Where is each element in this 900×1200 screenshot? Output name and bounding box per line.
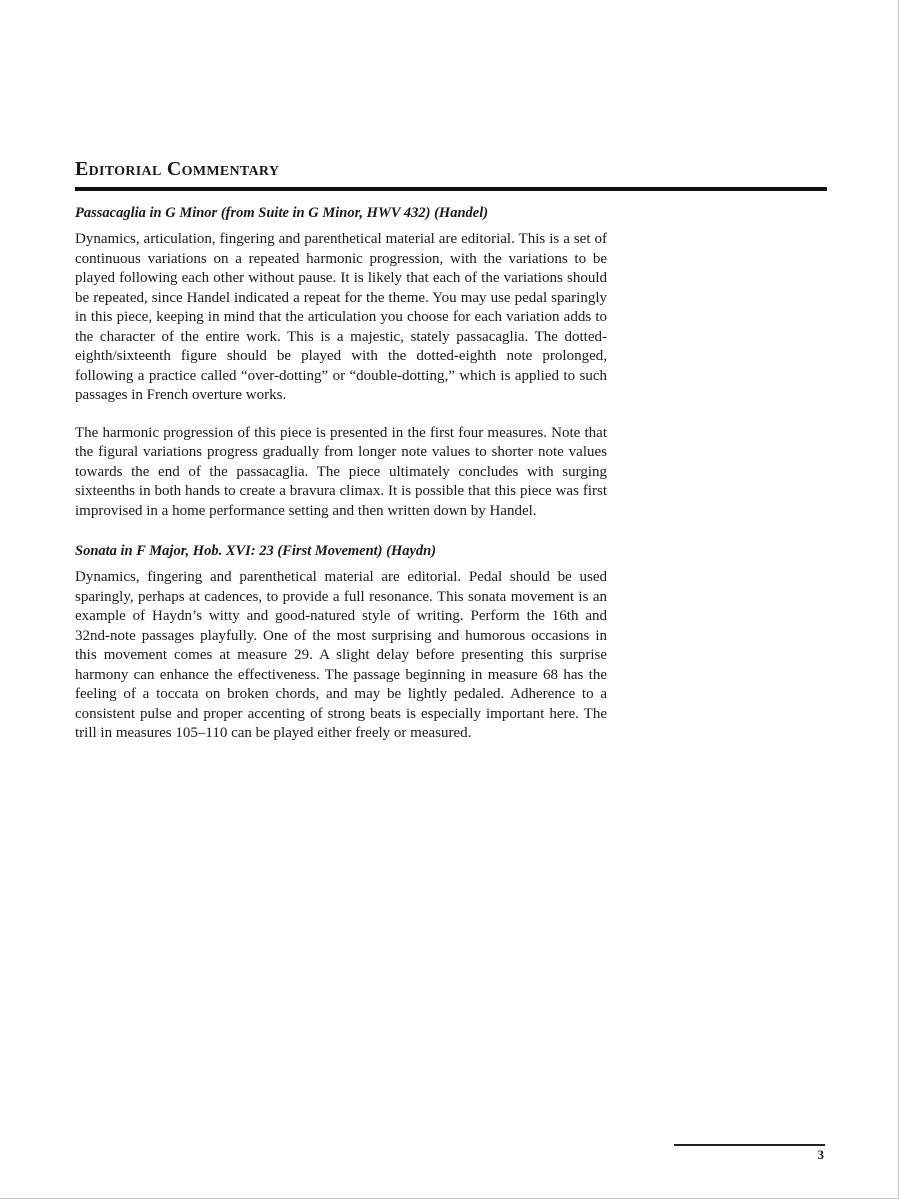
section-haydn (75, 541, 607, 744)
section-handel (75, 203, 607, 521)
commentary-body (75, 203, 607, 744)
page-number: 3 (817, 1147, 824, 1162)
piece-title-handel: Passacaglia in G Minor (from Suite in G Minor, HWV 432) (Handel) (75, 205, 489, 221)
piece-title-haydn: Sonata in F Major, Hob. XVI: 23 (First Movement) (Haydn) (75, 543, 437, 559)
page-header (75, 157, 827, 191)
paragraph: Dynamics, articulation, fingering and parenthetical material are editorial. This is a set of continuous variations on a repeated harmonic progression, with the variations to be played following each other without pause. It is likely that each of the variations should be repeated, since Handel indicated a repeat for the theme. You may use pedal sparingly in this piece, keeping in mind that the articulation you choose for each variation adds to the character of the entire work. This is a majestic, stately passacaglia. The dotted-eighth/sixteenth figure should be played with the dotted-eighth note prolonged, following a practice called “over-dotting” or “double-dotting,” which is applied to such passages in French overture works. (75, 231, 607, 403)
paragraph: The harmonic progression of this piece is presented in the first four measures. Note that the figural variations progress gradually from longer note values to shorter note values towards the end of the passacaglia. The piece ultimately concludes with surging sixteenths in both hands to create a bravura climax. It is possible that this piece was first improvised in a home performance setting and then written down by Handel. (75, 424, 607, 519)
footer-rule (674, 1144, 825, 1146)
page-title: Editorial Commentary (75, 158, 280, 180)
paragraph: Dynamics, fingering and parenthetical material are editorial. Pedal should be used sparingly, perhaps at cadences, to provide a full resonance. This sonata movement is an example of Haydn’s witty and good-natured style of writing. Perform the 16th and 32nd-note passages playfully. One of the most surprising and humorous occasions in this movement comes at measure 29. A slight delay before presenting this surprise harmony can enhance the effectiveness. The passage beginning in measure 68 has the feeling of a toccata on broken chords, and may be lightly pedaled. Adherence to a consistent pulse and proper accenting of strong beats is especially important here. The trill in measures 105–110 can be played either freely or measured. (75, 569, 607, 741)
header-rule (75, 187, 827, 191)
